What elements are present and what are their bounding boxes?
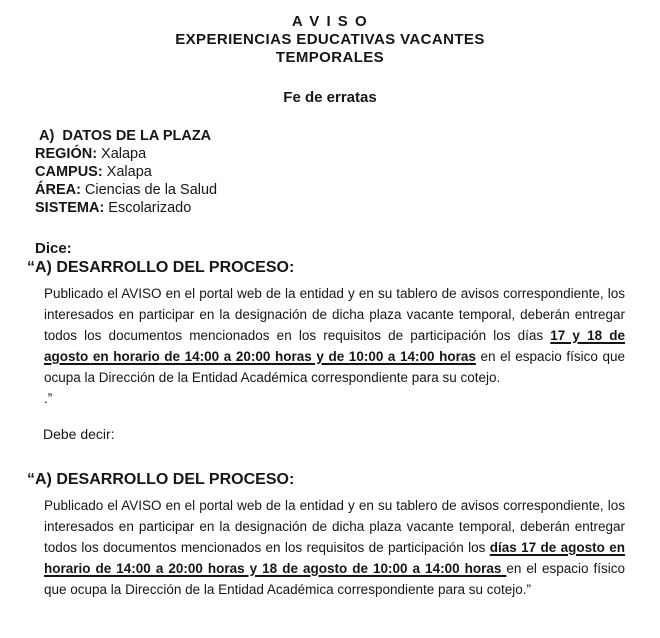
dice-paragraph-text-end: en el espacio físico que ocupa la Dirección de la Entidad Académica correspondiente para su cotejo. — [44, 349, 625, 385]
plaza-data-section — [35, 127, 625, 217]
plaza-field-campus — [35, 163, 625, 181]
subtitle-fe-de-erratas: Fe de erratas — [283, 89, 377, 106]
plaza-field-value: Xalapa — [101, 146, 147, 162]
plaza-field-label: SISTEMA: — [35, 200, 105, 216]
plaza-field-label: REGIÓN: — [35, 146, 98, 162]
plaza-field-value: Escolarizado — [108, 200, 192, 216]
plaza-section-heading: A) DATOS DE LA PLAZA — [35, 128, 212, 144]
debe-decir-process-heading: “A) DESARROLLO DEL PROCESO: — [27, 471, 295, 488]
document-title-line3: TEMPORALES — [275, 49, 385, 66]
document-title-aviso: A V I S O — [291, 13, 369, 30]
dice-paragraph-text-start: Publicado el AVISO en el portal web de la entidad y en su tablero de avisos correspondiente, los interesados en participar en la designación de dicha plaza vacante temporal, deberán entregar todos los documentos mencionados en los requisitos de participación los días — [44, 286, 625, 343]
debe-decir-paragraph — [44, 495, 625, 600]
debe-decir-paragraph-text-start: Publicado el AVISO en el portal web de la entidad y en su tablero de avisos correspondiente, los interesados en participar en la designación de dicha plaza vacante temporal, deberán entregar todos los documentos mencionados en los requisitos de participación los — [44, 498, 625, 555]
debe-decir-paragraph-dates-emphasis: días 17 de agosto en horario de 14:00 a 20:00 horas y 18 de agosto de 10:00 a 14:00 horas — [44, 540, 625, 576]
plaza-field-value: Xalapa — [106, 164, 152, 180]
plaza-field-sistema — [35, 199, 625, 217]
plaza-field-value: Ciencias de la Salud — [84, 182, 218, 198]
plaza-field-region — [35, 145, 625, 163]
dice-paragraph — [44, 283, 625, 388]
dice-process-heading: “A) DESARROLLO DEL PROCESO: — [27, 259, 295, 276]
dice-label: Dice: — [35, 240, 72, 257]
dice-closing-quote: .” — [44, 391, 53, 406]
title-block — [0, 13, 660, 67]
document-title-line2: EXPERIENCIAS EDUCATIVAS VACANTES — [175, 31, 485, 48]
debe-decir-label: Debe decir: — [43, 426, 115, 442]
plaza-field-label: ÁREA: — [35, 182, 81, 198]
debe-decir-paragraph-text-end: en el espacio físico que ocupa la Dirección de la Entidad Académica correspondiente para su cotejo.” — [44, 561, 625, 597]
dice-paragraph-dates-emphasis: 17 y 18 de agosto en horario de 14:00 a 20:00 horas y de 10:00 a 14:00 horas — [44, 328, 625, 364]
plaza-field-area — [35, 181, 625, 199]
plaza-field-label: CAMPUS: — [35, 164, 103, 180]
